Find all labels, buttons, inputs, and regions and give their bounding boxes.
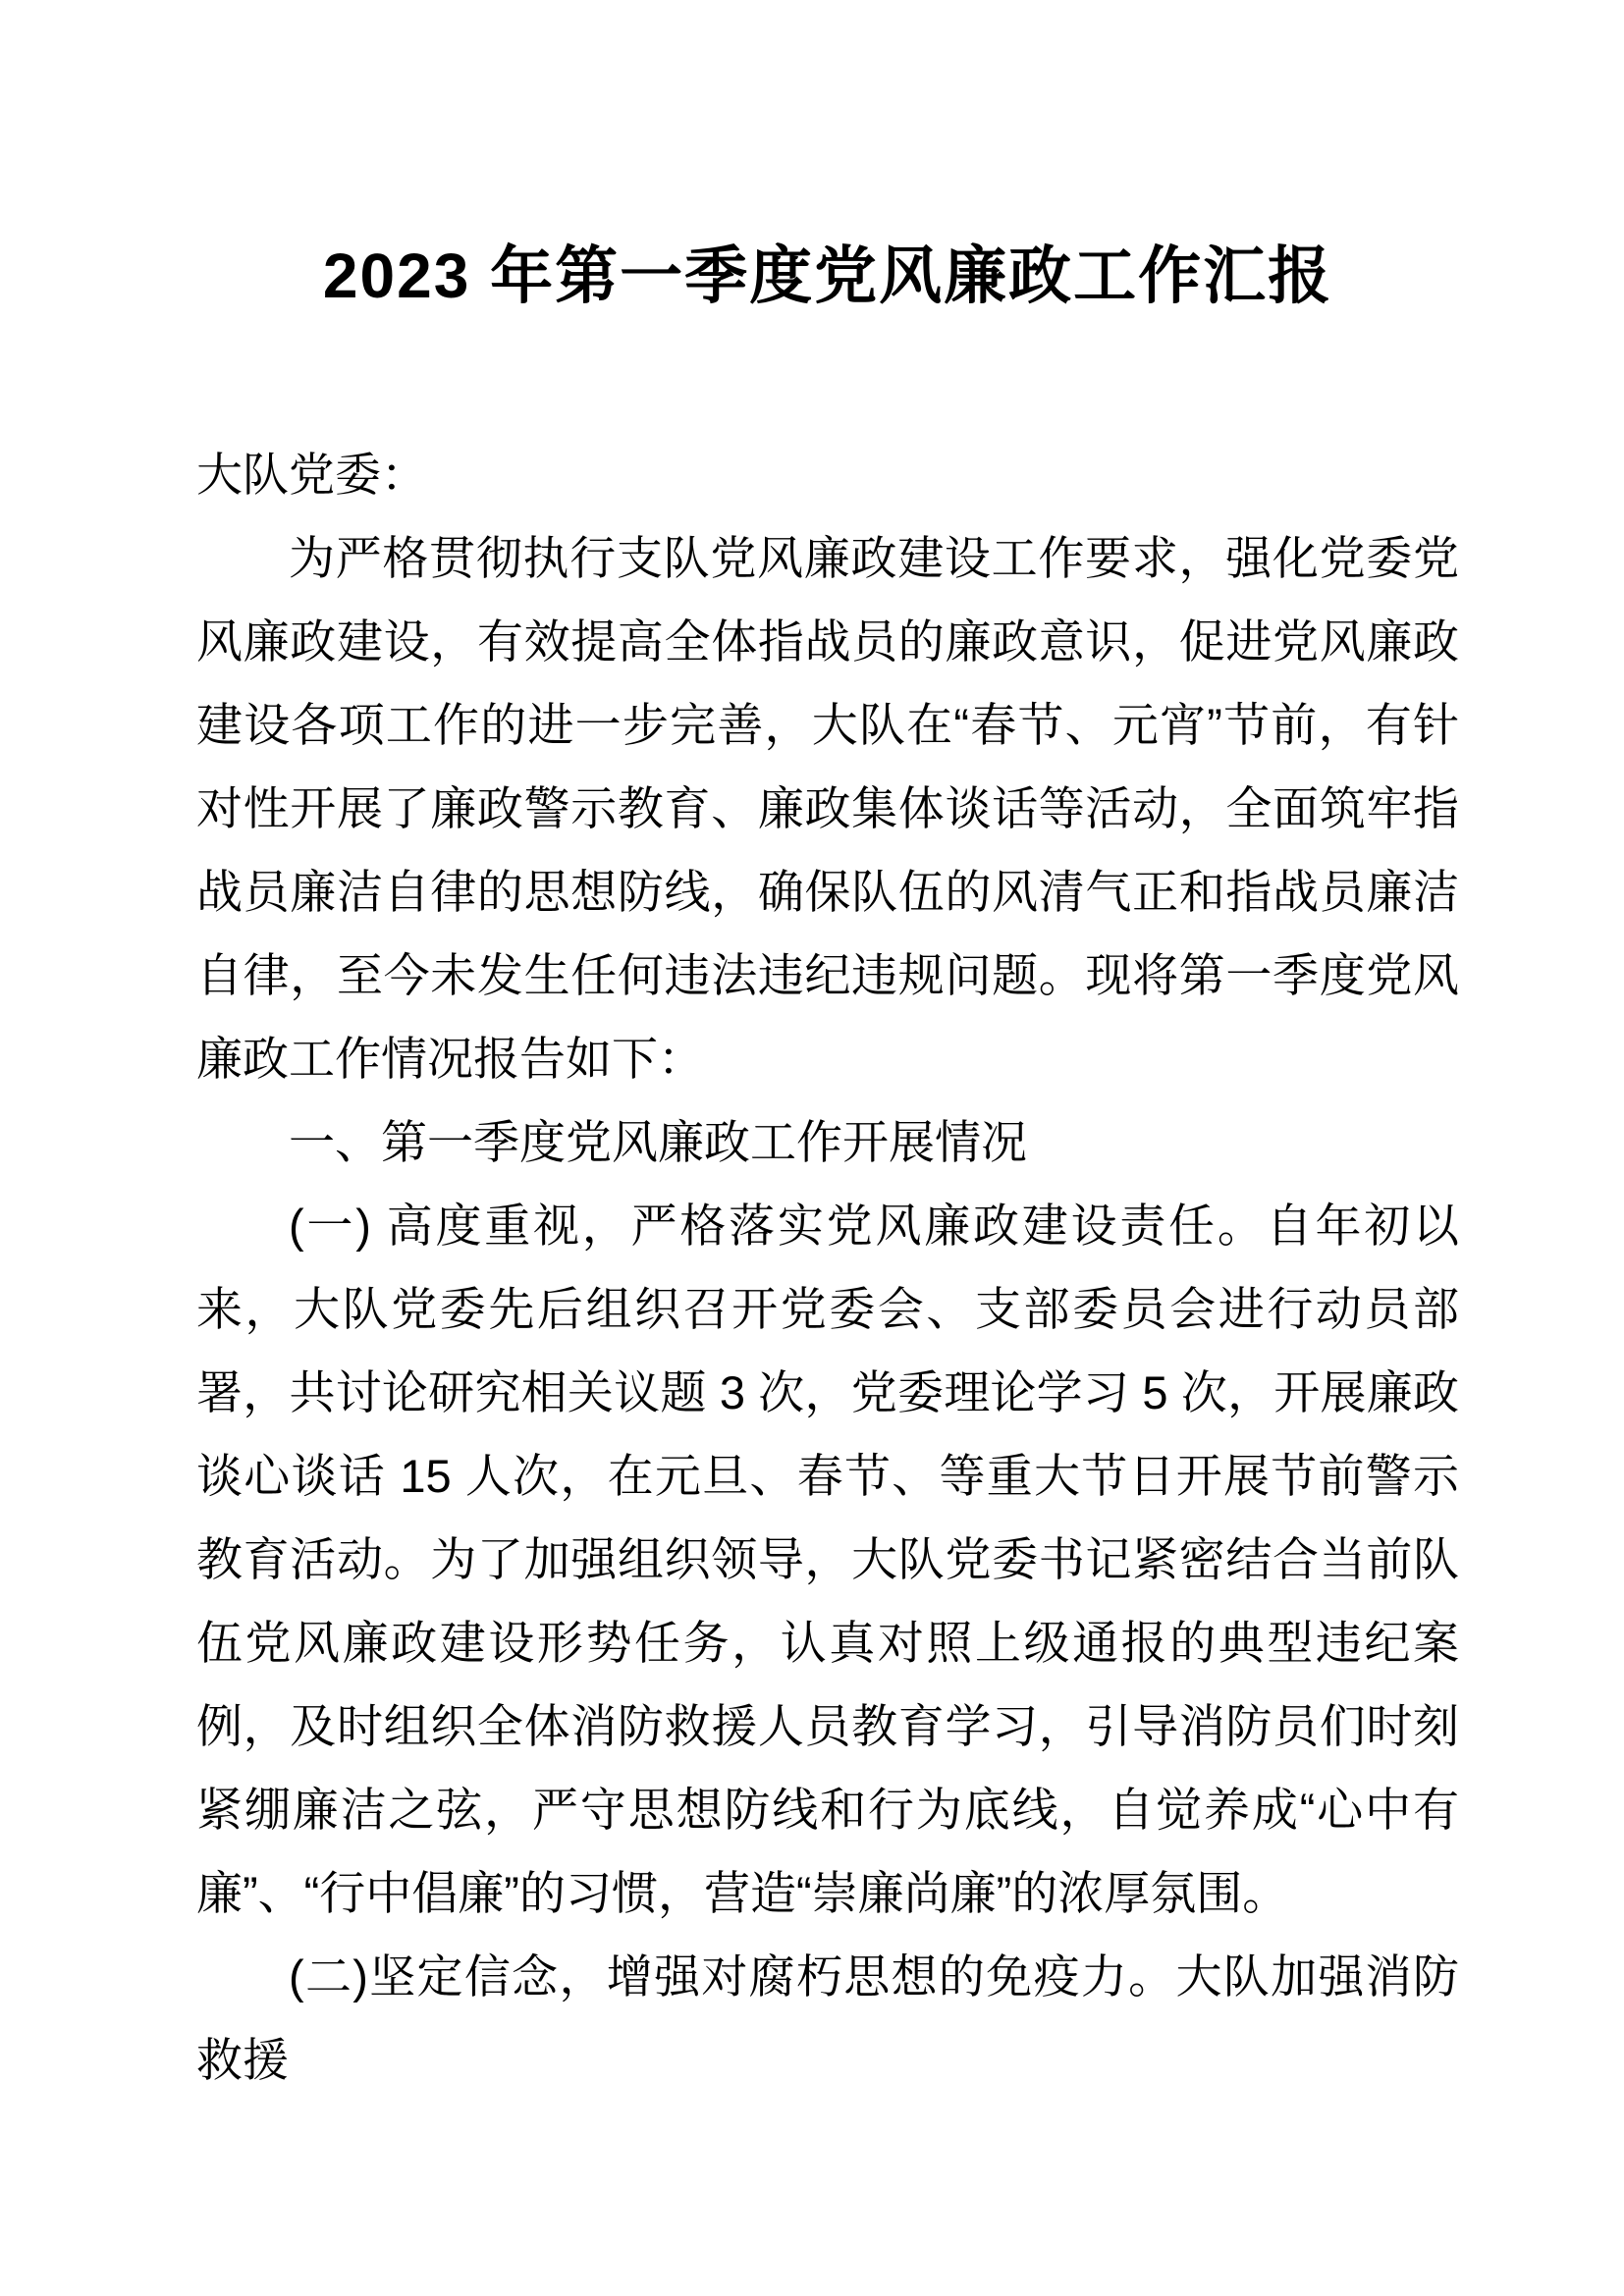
section-heading-1: 一、第一季度党风廉政工作开展情况 [289,1116,1027,1169]
paragraph-section-1-2: (二)坚定信念，增强对腐朽思想的免疫力。大队加强消防救援 [196,1950,1459,2087]
salutation: 大队党委： [196,449,427,502]
paragraph-section-1-1: (一) 高度重视，严格落实党风廉政建设责任。自年初以来，大队党委先后组织召开党委会、支部委员会进行动员部署，共讨论研究相关议题 3 次，党委理论学习 5 次，开展廉政谈心谈话 15 人次，在元旦、春节、等重大节日开展节前警示教育活动。为了加强组织领导，大队党委书记紧密结合当前队伍党风廉政建设形势任务，认真对照上级通报的典型违纪案例，及时组织全体消防救援人员教育学习，引导消防员们时刻紧绷廉洁之弦，严守思想防线和行为底线，自觉养成“心中有廉”、“行中倡廉”的习惯，营造“崇廉尚廉”的浓厚氛围。 [196,1200,1459,1920]
paragraph-intro: 为严格贯彻执行支队党风廉政建设工作要求，强化党委党风廉政建设，有效提高全体指战员的廉政意识，促进党风廉政建设各项工作的进一步完善，大队在“春节、元宵”节前，有针对性开展了廉政警示教育、廉政集体谈话等活动，全面筑牢指战员廉洁自律的思想防线，确保队伍的风清气正和指战员廉洁自律，至今未发生任何违法违纪违规问题。现将第一季度党风廉政工作情况报告如下： [196,532,1459,1086]
document-title: 2023 年第一季度党风廉政工作汇报 [322,240,1333,311]
